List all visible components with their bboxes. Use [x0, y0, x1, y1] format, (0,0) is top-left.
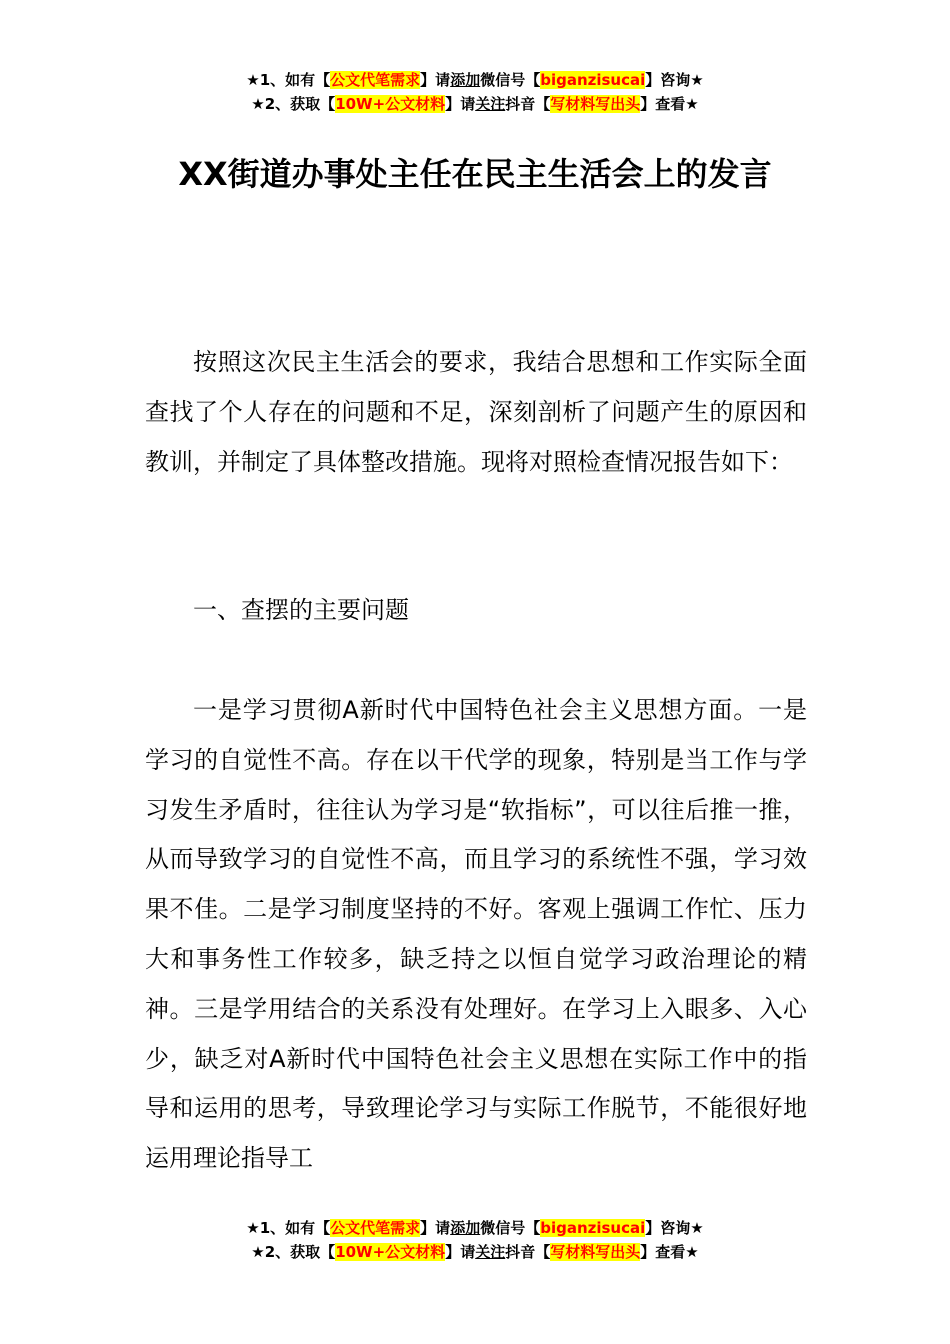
banner-text: 微信号【	[480, 71, 541, 89]
banner-text: 】查看★	[640, 95, 699, 113]
banner-text: ★1、如有【	[246, 71, 331, 89]
intro-paragraph: 按照这次民主生活会的要求，我结合思想和工作实际全面查找了个人存在的问题和不足，深刻剖析了问题产生的原因和教训，并制定了具体整改措施。现将对照检查情况报告如下：	[145, 348, 807, 476]
banner-text: 抖音【	[505, 1243, 551, 1261]
banner-underlined: 添加	[450, 1219, 481, 1237]
banner-text: 】请	[420, 1219, 451, 1237]
banner-text: 微信号【	[480, 1219, 541, 1237]
footer-banner	[0, 1216, 950, 1264]
banner-line-2	[0, 92, 950, 116]
banner-highlight: 写材料写出头	[550, 95, 641, 113]
banner-text: 】请	[420, 71, 451, 89]
banner-line-1	[0, 1216, 950, 1240]
banner-text: ★2、获取【	[251, 95, 336, 113]
banner-highlight: 10W+公文材料	[335, 95, 446, 113]
banner-underlined: 关注	[475, 95, 506, 113]
banner-text: 】请	[445, 95, 476, 113]
banner-line-1	[0, 68, 950, 92]
banner-text: ★1、如有【	[246, 1219, 331, 1237]
banner-text: 抖音【	[505, 95, 551, 113]
banner-text: ★2、获取【	[251, 1243, 336, 1261]
banner-highlight: biganzisucai	[540, 71, 646, 89]
section-paragraph: 一是学习贯彻A新时代中国特色社会主义思想方面。一是学习的自觉性不高。存在以干代学的现象，特别是当工作与学习发生矛盾时，往往认为学习是“软指标”，可以往后推一推，从而导致学习的自觉性不高，而且学习的系统性不强，学习效果不佳。二是学习制度坚持的不好。客观上强调工作忙、压力大和事务性工作较多，缺乏持之以恒自觉学习政治理论的精神。三是学用结合的关系没有处理好。在学习上入眼多、入心少，缺乏对A新时代中国特色社会主义思想在实际工作中的指导和运用的思考，导致理论学习与实际工作脱节，不能很好地运用理论指导工	[145, 696, 807, 1173]
banner-text: 】咨询★	[645, 71, 704, 89]
banner-highlight: 公文代笔需求	[330, 1219, 421, 1237]
banner-highlight: 公文代笔需求	[330, 71, 421, 89]
banner-underlined: 添加	[450, 71, 481, 89]
banner-text: 】请	[445, 1243, 476, 1261]
banner-line-2	[0, 1240, 950, 1264]
banner-text: 】咨询★	[645, 1219, 704, 1237]
header-banner	[0, 68, 950, 116]
banner-highlight: 写材料写出头	[550, 1243, 641, 1261]
section-heading: 一、查摆的主要问题	[193, 596, 409, 624]
banner-highlight: biganzisucai	[540, 1219, 646, 1237]
document-title: XX街道办事处主任在民主生活会上的发言	[178, 155, 772, 193]
banner-highlight: 10W+公文材料	[335, 1243, 446, 1261]
banner-text: 】查看★	[640, 1243, 699, 1261]
banner-underlined: 关注	[475, 1243, 506, 1261]
